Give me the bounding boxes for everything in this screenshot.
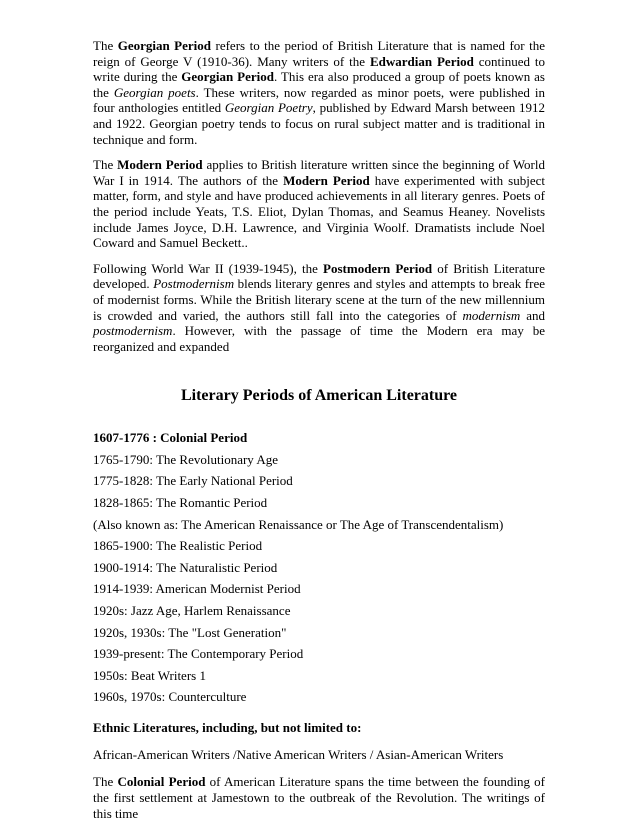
list-item: 1939-present: The Contemporary Period — [93, 646, 304, 662]
paragraph-postmodern-period: Following World War II (1939-1945), the Postmodern Period of British Literature developed. Postmodernism blends literary genres and styles and attempts to break free of modernist forms. While the British literary scene at the turn of the new millennium is crowded and varied, the authors still fall into the categories of modernism and postmodernism. However, with the passage of time the Modern era may be reorganized and expanded — [93, 260, 546, 354]
list-item: 1607-1776 : Colonial Period — [93, 430, 248, 446]
paragraph-modern-period: The Modern Period applies to British literature written since the beginning of World War I in 1914. The authors of the Modern Period have experimented with subject matter, form, and style and have produced achievements in all literary genres. Poets of the period include Yeats, T.S. Eliot, Dylan Thomas, and Seamus Heaney. Novelists include James Joyce, D.H. Lawrence, and Virginia Woolf. Dramatists include Noel Coward and Samuel Beckett.. — [93, 157, 545, 251]
list-item: 1950s: Beat Writers 1 — [93, 667, 206, 683]
list-item: 1828-1865: The Romantic Period — [93, 495, 268, 511]
list-item: 1900-1914: The Naturalistic Period — [93, 559, 278, 575]
document-page — [93, 38, 545, 821]
paragraph-colonial-period: The Colonial Period of American Literature spans the time between the founding of the first settlement at Jamestown to the outbreak of the Revolution. The writings of this time — [93, 774, 546, 821]
list-item: 1920s, 1930s: The "Lost Generation" — [93, 624, 287, 640]
list-item: 1920s: Jazz Age, Harlem Renaissance — [93, 603, 291, 619]
list-item: 1865-1900: The Realistic Period — [93, 538, 263, 554]
list-item: (Also known as: The American Renaissance or The Age of Transcendentalism) — [93, 516, 504, 532]
period-list — [93, 430, 545, 704]
list-item: 1960s, 1970s: Counterculture — [93, 689, 247, 705]
list-item: 1914-1939: American Modernist Period — [93, 581, 301, 597]
ethnic-literatures-heading: Ethnic Literatures, including, but not limited to: — [93, 720, 362, 736]
list-item: 1765-1790: The Revolutionary Age — [93, 451, 278, 467]
ethnic-literatures-list: African-American Writers /Native American Writers / Asian-American Writers — [93, 747, 504, 763]
section-heading: Literary Periods of American Literature — [180, 387, 458, 405]
list-item: 1775-1828: The Early National Period — [93, 473, 293, 489]
paragraph-georgian-period: The Georgian Period refers to the period of British Literature that is named for the reign of George V (1910-36). Many writers of the Edwardian Period continued to write during the Georgian Period. This era also produced a group of poets known as the Georgian poets. These writers, now regarded as minor poets, were published in four anthologies entitled Georgian Poetry, published by Edward Marsh between 1912 and 1922. Georgian poetry tends to focus on rural subject matter and is traditional in technique and form. — [93, 38, 545, 147]
